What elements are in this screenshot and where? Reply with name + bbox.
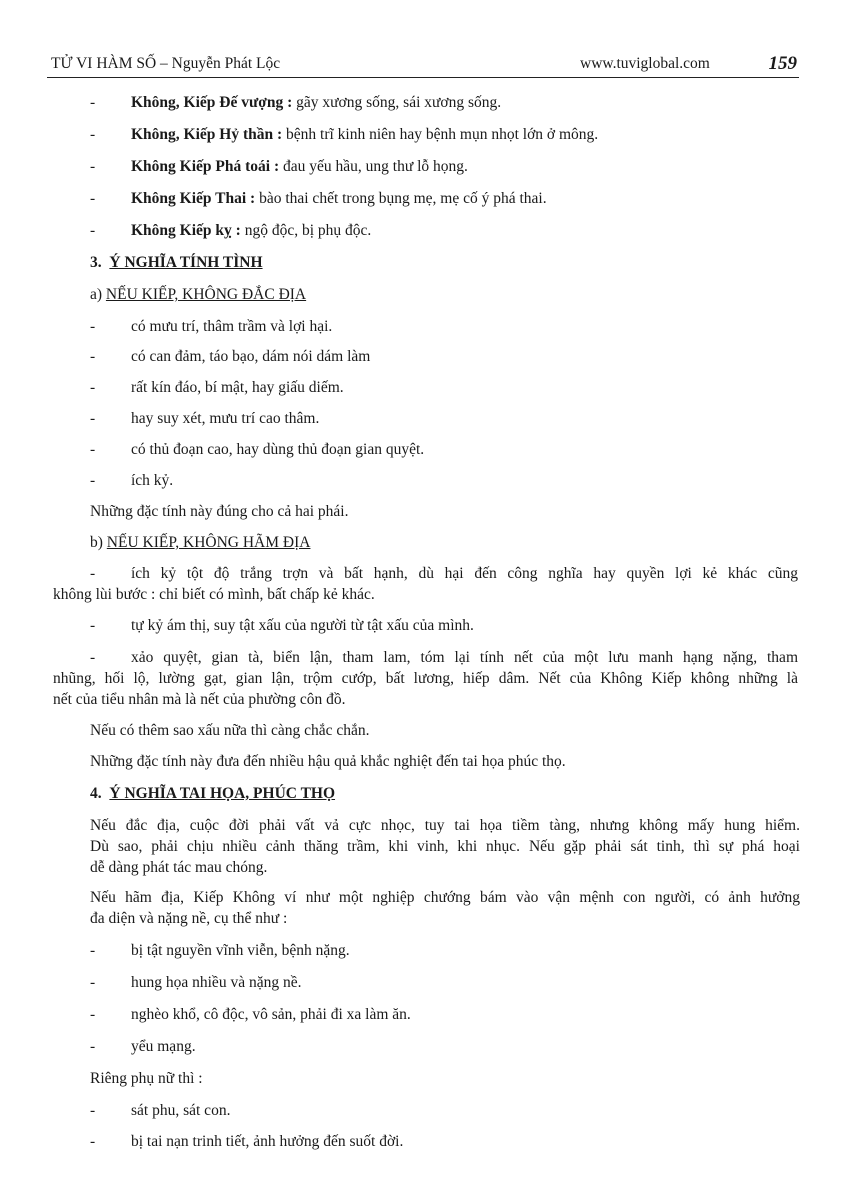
book-title: TỬ VI HÀM SỐ – Nguyễn Phát Lộc <box>51 55 281 72</box>
list-item: - ích kỷ tột độ trắng trợn và bất hạnh, dù hại đến công nghĩa hay quyền lợi kẻ khác cũng không lùi bước : chỉ biết có mình, bất chấp kẻ khác. <box>53 565 798 603</box>
section-heading-4: 4. Ý NGHĨA TAI HỌA, PHÚC THỌ <box>90 785 336 802</box>
subheading-b: b) NẾU KIẾP, KHÔNG HÃM ĐỊA <box>90 534 311 551</box>
list-item: - xảo quyệt, gian tà, biển lận, tham lam, tóm lại tính nết của một lưu manh hạng nặng, tham nhũng, hối lộ, lường gạt, gian lận, trộm cướp, bất lương, hiếp dâm. Nết của Không Kiếp không những là nết của tiểu nhân mà là nết của phường côn đồ. <box>53 649 798 708</box>
page-number: 159 <box>768 53 797 74</box>
section-heading-3: 3. Ý NGHĨA TÍNH TÌNH <box>90 254 263 271</box>
paragraph: Nếu có thêm sao xấu nữa thì càng chắc chắn. <box>90 722 370 739</box>
subheading-a: a) NẾU KIẾP, KHÔNG ĐẮC ĐỊA <box>90 286 307 303</box>
paragraph: Nếu hãm địa, Kiếp Không ví như một nghiệp chướng bám vào vận mệnh con người, có ảnh hưởng đa diện và nặng nề, cụ thể như : <box>90 889 800 927</box>
paragraph: Những đặc tính này đưa đến nhiều hậu quả khắc nghiệt đến tai họa phúc thọ. <box>90 753 566 770</box>
page-header <box>47 48 799 78</box>
header-rule <box>47 77 799 78</box>
paragraph: Những đặc tính này đúng cho cả hai phái. <box>90 503 349 520</box>
paragraph: Nếu đắc địa, cuộc đời phải vất vả cực nhọc, tuy tai họa tiềm tàng, nhưng không mấy hung hiểm. Dù sao, phải chịu nhiều cảnh thăng trầm, khi vinh, khi nhục. Nếu gặp phải sát tinh, thì sự phá hoại dễ dàng phát tác mau chóng. <box>90 817 800 876</box>
website-url: www.tuviglobal.com <box>580 55 710 72</box>
paragraph: Riêng phụ nữ thì : <box>90 1070 203 1087</box>
